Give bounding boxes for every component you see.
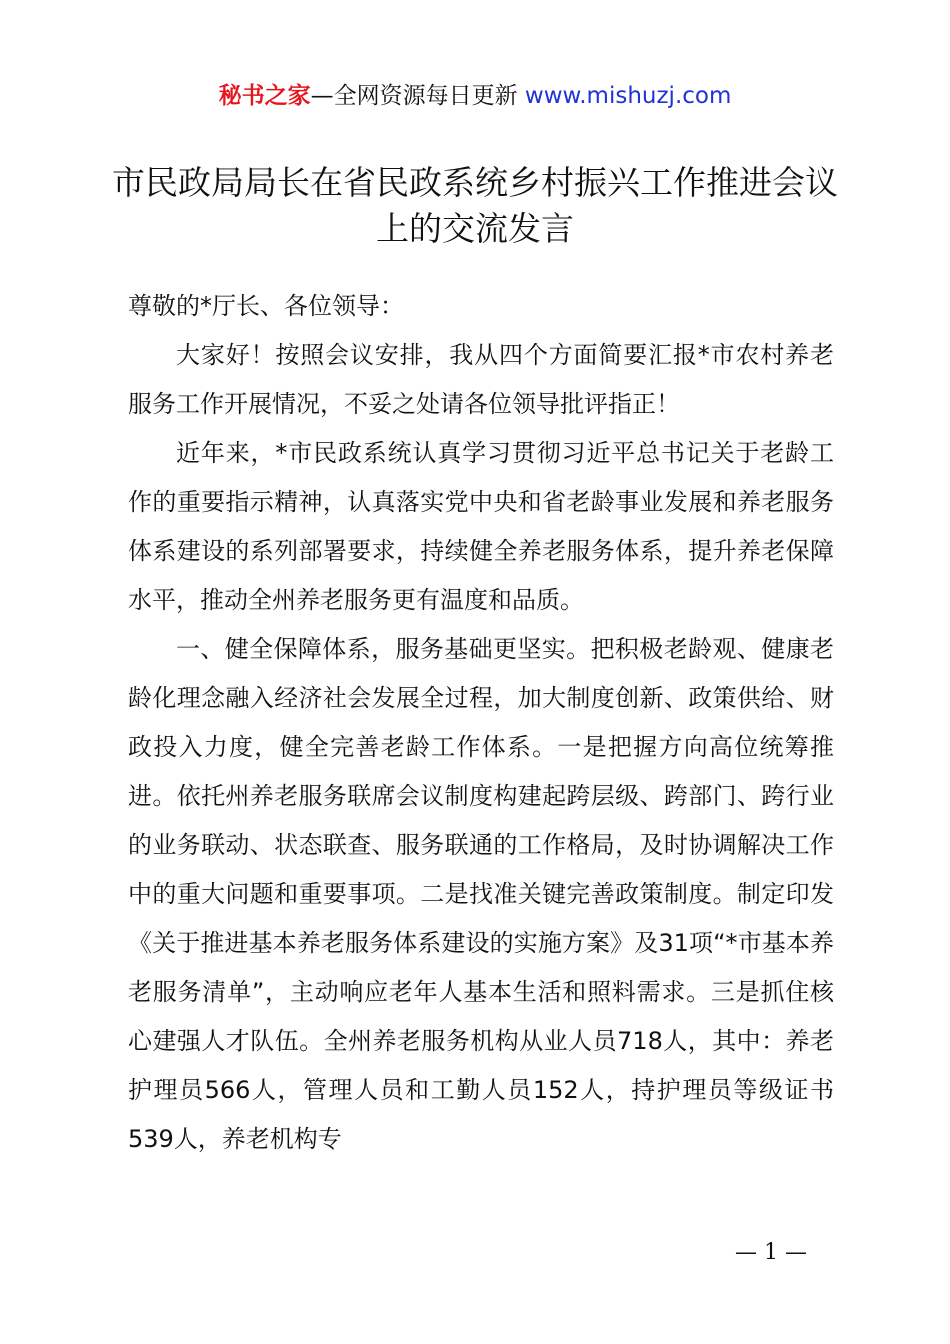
site-header: [0, 80, 950, 112]
salutation: 尊敬的*厅长、各位领导：: [128, 292, 404, 320]
document-body: [128, 282, 834, 1164]
site-tagline: —全网资源每日更新: [310, 83, 518, 109]
paragraph-section-one: 一、健全保障体系，服务基础更坚实。把积极老龄观、健康老龄化理念融入经济社会发展全过程，加大制度创新、政策供给、财政投入力度，健全完善老龄工作体系。一是把握方向高位统筹推进。依托州养老服务联席会议制度构建起跨层级、跨部门、跨行业的业务联动、状态联查、服务联通的工作格局，及时协调解决工作中的重大问题和重要事项。二是找准关键完善政策制度。制定印发《关于推进基本养老服务体系建设的实施方案》及31项“*市基本养老服务清单”，主动响应老年人基本生活和照料需求。三是抓住核心建强人才队伍。全州养老服务机构从业人员718人，其中：养老护理员566人，管理人员和工勤人员152人，持护理员等级证书539人，养老机构专: [128, 635, 834, 1153]
document-title: 市民政局局长在省民政系统乡村振兴工作推进会议上的交流发言: [112, 163, 838, 248]
paragraph-overview: 近年来，*市民政系统认真学习贯彻习近平总书记关于老龄工作的重要指示精神，认真落实党中央和省老龄事业发展和养老服务体系建设的系列部署要求，持续健全养老服务体系，提升养老保障水平，推动全州养老服务更有温度和品质。: [128, 439, 834, 614]
site-url-link[interactable]: www.mishuzj.com: [524, 83, 732, 109]
paragraph-greeting: 大家好！按照会议安排，我从四个方面简要汇报*市农村养老服务工作开展情况，不妥之处请各位领导批评指正！: [128, 341, 834, 418]
site-brand: 秘书之家: [218, 83, 311, 109]
page-number: — 1 —: [735, 1240, 807, 1265]
